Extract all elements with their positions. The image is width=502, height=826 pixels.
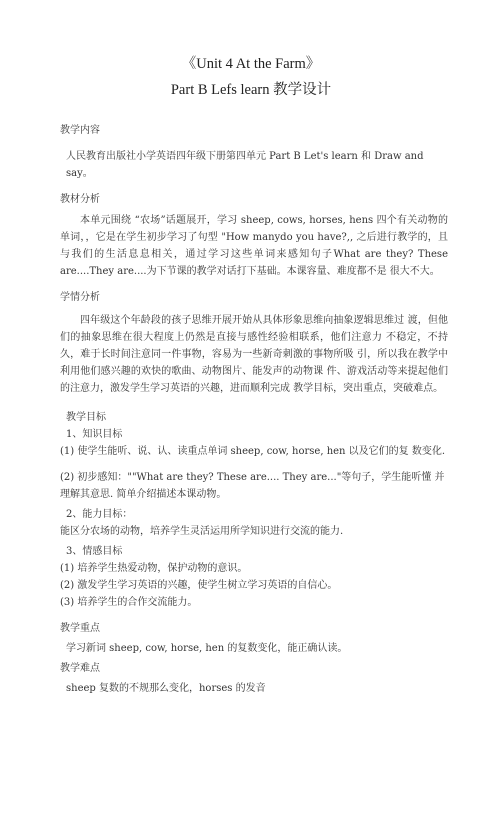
heading-situation-analysis: 学情分析 xyxy=(60,292,100,303)
textbook-analysis-text: 本单元围绕 “农场”话题展开，学习 sheep, cows, horses, hens 四个有关动物的 单词，，它是在学生初步学习了句型 "How manydo you have?,, 之后进行教学的，且与我们的生活息息相关，通过学习这些单词来感知句子What are they? These are....They are....为下节课的教学对话打下基础。本课容量、难度都不是 很大不大。 xyxy=(60,215,448,277)
situation-analysis-text: 四年级这个年龄段的孩子思维开展开始从具体形象思维向抽象逻辑思维过 渡，但他们的抽象思维在很大程度上仍然是直接与感性经验相联系，他们注意力 不稳定，不持久，难于长时间注意同一件事物，容易为一些新奇刺激的事物所吸 引，所以我在教学中利用他们感兴趣的欢快的歌曲、动物图片、能发声的动物课 件、游戏活动等来提起他们的注意力，激发学生学习英语的兴趣，进而顺利完成 教学目标，突出重点，突破难点。 xyxy=(60,315,448,394)
document-title: 《Unit 4 At the Farm》 xyxy=(181,56,321,72)
heading-teaching-content: 教学内容 xyxy=(60,125,100,136)
difficult-points-text: sheep 复数的不规那么变化，horses 的发音 xyxy=(66,683,266,694)
heading-knowledge-goals: 1、知识目标 xyxy=(66,429,123,440)
knowledge-goal-2: (2) 初步感知：""What are they? These are.... They are..."等句子，学生能听懂 并理解其意思. 简单介绍描述本课动物。 xyxy=(60,472,445,500)
heading-textbook-analysis: 教材分析 xyxy=(60,194,100,205)
document-body xyxy=(60,122,448,697)
emotion-goal-1: (1) 培养学生热爱动物，保护动物的意识。 xyxy=(60,563,248,574)
knowledge-goal-1: (1) 使学生能听、说、认、读重点单词 sheep, cow, horse, hen 以及它们的复 数变化. xyxy=(60,446,446,457)
heading-ability-goals: 2、能力目标： xyxy=(66,509,133,520)
heading-teaching-goals: 教学目标 xyxy=(66,412,106,423)
heading-emotion-goals: 3、情感目标 xyxy=(66,546,123,557)
key-points-text: 学习新词 sheep, cow, horse, hen 的复数变化，能正确认读。 xyxy=(66,643,348,654)
heading-difficult-points: 教学难点 xyxy=(60,663,100,674)
ability-goal-text: 能区分农场的动物，培养学生灵活运用所学知识进行交流的能力. xyxy=(60,526,344,537)
teaching-content-text: 人民教育出版社小学英语四年级下册第四单元 Part B Let's learn 和 Draw and say。 xyxy=(66,151,424,179)
emotion-goal-2: (2) 激发学生学习英语的兴趣，使学生树立学习英语的自信心。 xyxy=(60,580,338,591)
emotion-goal-3: (3) 培养学生的合作交流能力。 xyxy=(60,597,198,608)
document-subtitle: Part B Lefs learn 教学设计 xyxy=(170,82,332,98)
heading-key-points: 教学重点 xyxy=(60,623,100,634)
